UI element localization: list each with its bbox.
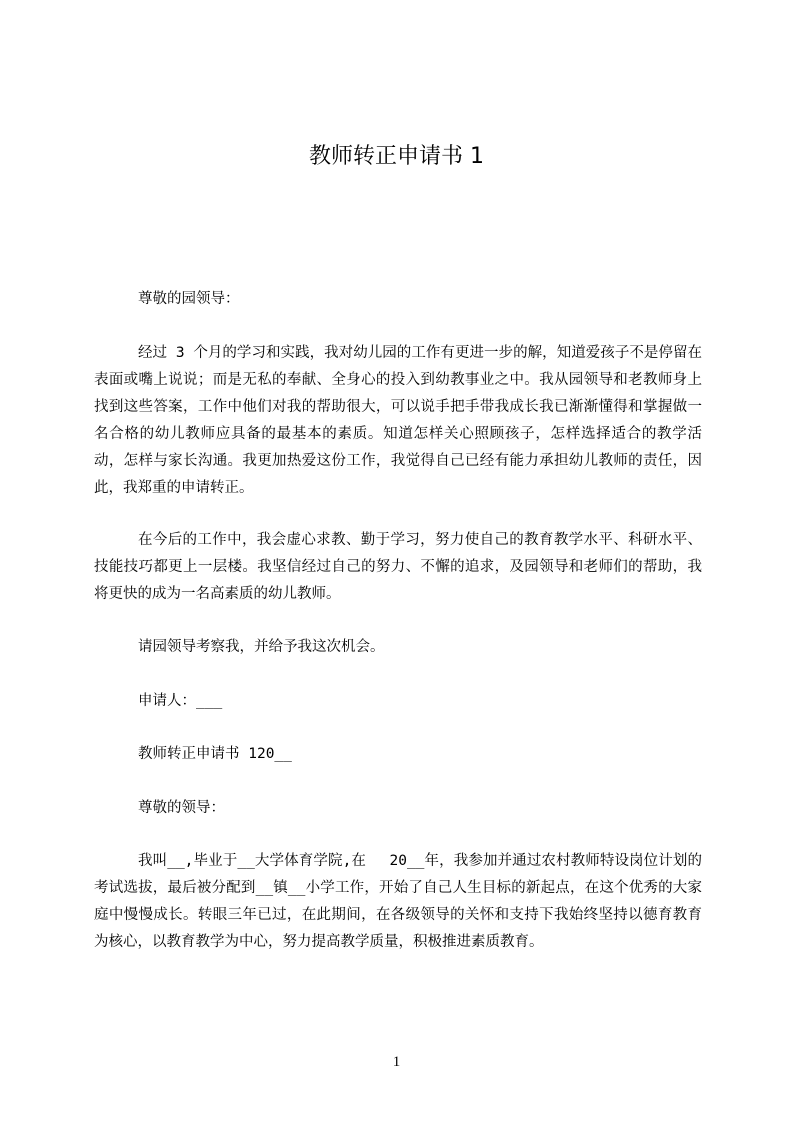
- document-title: 教师转正申请书 1: [309, 144, 484, 169]
- greeting-leaders: 尊敬的领导：: [138, 800, 225, 816]
- paragraph-self-introduction: 我叫__,毕业于__大学体育学院,在 20__年，我参加并通过农村教师特设岗位计划的考试选拔，最后被分配到__镇__小学工作，开始了自己人生目标的新起点，在这个优秀的大家庭中慢慢成长。转眼三年已过，在此期间，在各级领导的关怀和支持下我始终坚持以德育教育为核心，以教育教学为中心，努力提高教学质量，积极推进素质教育。: [94, 853, 702, 950]
- paragraph-future-work: 在今后的工作中，我会虚心求教、勤于学习，努力使自己的教育教学水平、科研水平、技能技巧都更上一层楼。我坚信经过自己的努力、不懈的追求，及园领导和老师们的帮助，我将更快的成为一名高素质的幼儿教师。: [94, 532, 702, 602]
- greeting-garden-leaders: 尊敬的园领导：: [138, 291, 240, 307]
- paragraph-request: 请园领导考察我，并给予我这次机会。: [138, 639, 385, 655]
- page-number: 1: [392, 1054, 401, 1070]
- second-letter-title: 教师转正申请书 120__: [138, 746, 292, 762]
- paragraph-experience: 经过 3 个月的学习和实践，我对幼儿园的工作有更进一步的解，知道爱孩子不是停留在表面或嘴上说说；而是无私的奉献、全身心的投入到幼教事业之中。我从园领导和老教师身上找到这些答案，工作中他们对我的帮助很大，可以说手把手带我成长我已渐渐懂得和掌握做一名合格的幼儿教师应具备的最基本的素质。知道怎样关心照顾孩子，怎样选择适合的教学活动，怎样与家长沟通。我更加热爱这份工作，我觉得自己已经有能力承担幼儿教师的责任，因此，我郑重的申请转正。: [94, 345, 702, 496]
- applicant-signature: 申请人：___: [138, 693, 223, 709]
